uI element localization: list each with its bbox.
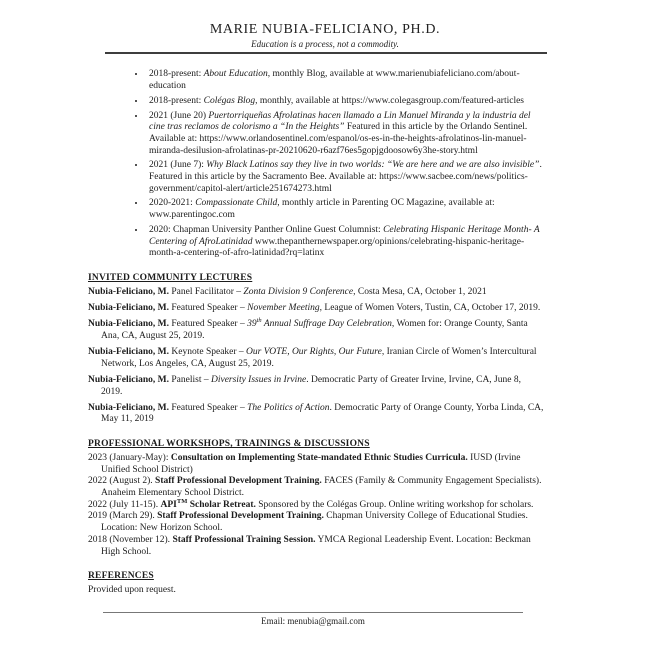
text-segment: , monthly, available at https://www.colegasgroup.com/featured-articles (255, 95, 524, 106)
workshops-entries (88, 453, 544, 558)
text-segment: Staff Professional Training Session. (172, 534, 316, 545)
text-segment: , Iranian Circle of Women’s Intercultural Network, Los Angeles, CA, August 25, 2019. (101, 346, 537, 369)
text-segment: Puertorriqueñas Afrolatinas hacen llamado a Lin Manuel Miranda y la industria del cine tras reclamos de colorismo a “In the Heights” (149, 110, 531, 133)
publication-item (146, 198, 544, 221)
text-segment: IUSD (Irvine Unified School District) (101, 452, 521, 475)
document-header (0, 22, 650, 54)
text-segment: 2021 (June 7): (149, 160, 207, 171)
text-segment: Staff Professional Development Training. (155, 476, 322, 487)
publication-item (146, 160, 544, 195)
text-segment: Consultation on Implementing State-mandated Ethnic Studies Curricula. (170, 452, 468, 463)
text-segment: 2018-present: (149, 95, 204, 106)
text-segment: . Democratic Party of Greater Irvine, Irvine, CA, June 8, 2019. (101, 374, 521, 397)
section-references (88, 571, 544, 596)
text-segment: , monthly article in Parenting OC Magazine, available at: www.parentingoc.com (149, 198, 495, 221)
lecture-entry (88, 287, 544, 299)
text-segment: Staff Professional Development Training. (157, 511, 324, 522)
text-segment: 2020-2021: (149, 198, 196, 209)
footer-rule (103, 612, 523, 613)
text-segment: 39 (247, 319, 257, 330)
text-segment: Panel Facilitator – (169, 286, 244, 297)
text-segment: Our VOTE, Our Rights, Our Future (246, 346, 382, 357)
text-segment: , monthly Blog, available at www.marienubiafeliciano.com/about-education (149, 69, 520, 92)
text-segment: About Education (203, 69, 268, 80)
lectures-entries (88, 287, 544, 427)
section-heading-workshops: PROFESSIONAL WORKSHOPS, TRAININGS & DISCUSSIONS (88, 439, 370, 450)
tagline: Education is a process, not a commodity. (251, 39, 399, 49)
publications-list (88, 69, 544, 260)
text-segment: Colégas Blog (203, 95, 256, 106)
workshop-entry (88, 476, 544, 499)
page-title: MARIE NUBIA-FELICIANO, PH.D. (209, 22, 441, 37)
text-segment: TM (176, 497, 188, 505)
text-segment: th (256, 316, 262, 324)
text-segment: Celebrating Hispanic Heritage Month- A Centering of AfroLatinidad (149, 224, 540, 247)
text-segment: Chapman University College of Educational Studies. Location: New Horizon School. (101, 511, 528, 534)
lecture-entry (88, 316, 544, 342)
text-segment: YMCA Regional Leadership Event. Location: Beckman High School. (101, 534, 531, 557)
text-segment: Why Black Latinos say they live in two worlds: “We are here and we are also invisible” (206, 160, 540, 171)
text-segment: , League of Women Voters, Tustin, CA, October 17, 2019. (319, 302, 541, 313)
text-segment: Diversity Issues in Irvine (210, 374, 307, 385)
text-segment: . Democratic Party of Orange County, Yorba Linda, CA, May 11, 2019 (101, 402, 544, 425)
text-segment: Nubia-Feliciano, M. (88, 286, 170, 297)
workshop-entry (88, 535, 544, 558)
text-segment: Nubia-Feliciano, M. (88, 319, 170, 330)
workshop-entry (88, 497, 544, 512)
text-segment: 2023 (January-May): (88, 452, 171, 463)
text-segment: Featured in this article by the Orlando Sentinel. Available at: https://www.orlandosentinel.com/espanol/os-es-in-the-heights-afrolatinos-lin-manuel-miranda-desilusion-afrolatinas-pr-20210620-r6azf76es5gopjgdoosow6y3he-story.html (149, 122, 528, 156)
document-body (0, 69, 650, 596)
text-segment: . Featured in this article by the Sacramento Bee. Available at: https://www.sacbee.com/news/politics-government/capitol-alert/article251674273.html (149, 160, 542, 194)
section-heading-lectures: INVITED COMMUNITY LECTURES (88, 272, 253, 283)
publication-item (146, 225, 544, 260)
text-segment: Compassionate Child (195, 198, 278, 209)
section-professional-workshops (88, 439, 544, 558)
text-segment: 2022 (August 2). (88, 476, 156, 487)
text-segment: Nubia-Feliciano, M. (88, 374, 170, 385)
lecture-entry (88, 303, 544, 315)
text-segment: Annual Suffrage Day Celebration (261, 319, 392, 330)
text-segment: Zonta Division 9 Conference (243, 286, 354, 297)
lecture-entry (88, 375, 544, 398)
references-text: Provided upon request. (88, 584, 176, 595)
text-segment: FACES (Family & Community Engagement Specialists). Anaheim Elementary School District. (101, 476, 542, 498)
text-segment: 2021 (June 20) (149, 110, 209, 121)
text-segment: Sponsored by the Colégas Group. Online writing workshop for scholars. (255, 499, 534, 510)
text-segment: Keynote Speaker – (169, 346, 247, 357)
text-segment: 2019 (March 29). (88, 511, 158, 522)
text-segment: Nubia-Feliciano, M. (88, 302, 170, 313)
text-segment: November Meeting (247, 302, 320, 313)
text-segment: Panelist – (169, 374, 211, 385)
publication-item (146, 96, 544, 108)
publication-item (146, 69, 544, 92)
section-heading-references: REFERENCES (88, 571, 154, 582)
text-segment: 2018 (November 12). (88, 534, 173, 545)
lecture-entry (88, 403, 544, 426)
text-segment: Nubia-Feliciano, M. (88, 346, 170, 357)
text-segment: 2022 (July 11-15). (88, 499, 161, 510)
workshop-entry (88, 453, 544, 476)
publication-item (146, 111, 544, 158)
text-segment: API (160, 499, 177, 510)
document-footer (103, 612, 523, 626)
text-segment: Featured Speaker – (169, 402, 248, 413)
text-segment: , Costa Mesa, CA, October 1, 2021 (353, 286, 487, 297)
text-segment: Nubia-Feliciano, M. (88, 402, 170, 413)
text-segment: Featured Speaker – (169, 302, 248, 313)
text-segment: Featured Speaker – (169, 319, 248, 330)
text-segment: Scholar Retreat. (187, 499, 256, 510)
footer-email: Email: menubia@gmail.com (261, 616, 365, 626)
lecture-entry (88, 347, 544, 370)
text-segment: 2020: Chapman University Panther Online Guest Columnist: (149, 224, 384, 235)
text-segment: The Politics of Action (247, 402, 330, 413)
header-rule (105, 52, 547, 54)
workshop-entry (88, 511, 544, 534)
text-segment: 2018-present: (149, 69, 204, 80)
section-invited-community-lectures (88, 273, 544, 426)
text-segment: www.thepanthernewspaper.org/opinions/celebrating-hispanic-heritage-month-a-centering-of-afro-latinidad?rq=latinx (149, 236, 525, 259)
text-segment: , Women for: Orange County, Santa Ana, CA, August 25, 2019. (101, 319, 528, 341)
